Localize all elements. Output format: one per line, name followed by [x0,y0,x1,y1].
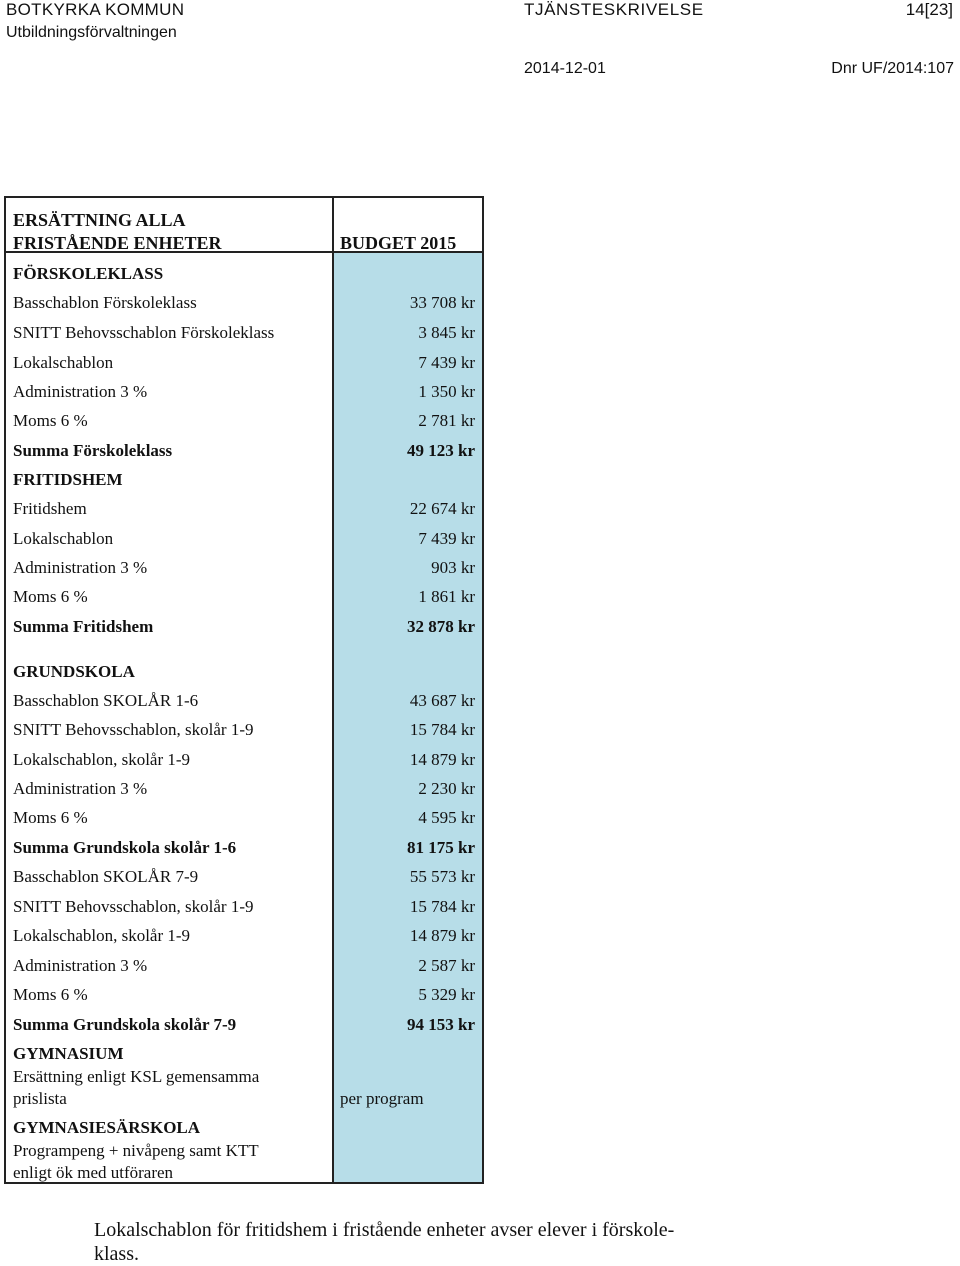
row-value: 4 595 kr [418,808,475,827]
document-type: TJÄNSTESKRIVELSE [524,0,704,19]
row-label: Administration 3 % [13,558,148,577]
sum-value: 94 153 kr [407,1015,475,1034]
footnote [94,1218,794,1266]
sum-label: Summa Grundskola skolår 7-9 [13,1015,237,1034]
row-value: 15 784 kr [409,897,475,916]
compensation-table [4,196,484,1184]
row-label: SNITT Behovsschablon, skolår 1-9 [13,897,254,916]
row-label: Basschablon SKOLÅR 7-9 [13,867,199,886]
row-label: Lokalschablon [13,529,114,548]
row-label: Fritidshem [13,499,87,518]
row-value: 3 845 kr [418,323,475,342]
footnote-line1: Lokalschablon för fritidshem i fristående enheter avser elever i förskole- [94,1219,675,1241]
document-reference: Dnr UF/2014:107 [831,60,954,77]
row-value: 1 861 kr [418,587,475,606]
footnote-line2: klass. [94,1243,139,1265]
section-heading-forskoleklass: FÖRSKOLEKLASS [13,264,164,283]
row-label: Basschablon SKOLÅR 1-6 [13,691,199,710]
sum-value: 49 123 kr [407,441,475,460]
section-heading-fritidshem: FRITIDSHEM [13,470,123,489]
row-label: Basschablon Förskoleklass [13,293,197,312]
row-label: enligt ök med utföraren [13,1163,174,1182]
row-label: SNITT Behovsschablon, skolår 1-9 [13,720,254,739]
row-label: Administration 3 % [13,382,148,401]
section-heading-gymnasiesarskola: GYMNASIESÄRSKOLA [13,1118,201,1137]
row-label: Moms 6 % [13,411,88,430]
row-value: 5 329 kr [418,985,475,1004]
column-divider [332,198,334,1182]
row-label: Lokalschablon, skolår 1-9 [13,750,191,769]
row-value: per program [340,1089,424,1108]
row-value: 2 781 kr [418,411,475,430]
row-value: 14 879 kr [409,750,475,769]
department-name: Utbildningsförvaltningen [6,24,177,41]
row-label: prislista [13,1089,67,1108]
section-heading-gymnasium: GYMNASIUM [13,1044,124,1063]
organization-name: BOTKYRKA KOMMUN [6,0,185,19]
row-value: 22 674 kr [409,499,475,518]
row-label: Moms 6 % [13,587,88,606]
table-title-line2: FRISTÅENDE ENHETER [13,233,222,253]
row-label: Programpeng + nivåpeng samt KTT [13,1141,259,1160]
row-label: Lokalschablon [13,353,114,372]
document-date: 2014-12-01 [524,60,606,77]
sum-value: 81 175 kr [407,838,475,857]
row-label: Administration 3 % [13,779,148,798]
section-heading-grundskola: GRUNDSKOLA [13,662,135,681]
page-number: 14[23] [905,0,953,19]
row-value: 1 350 kr [418,382,475,401]
row-label: Lokalschablon, skolår 1-9 [13,926,191,945]
row-value: 33 708 kr [409,293,475,312]
row-value: 7 439 kr [418,353,475,372]
row-label: Moms 6 % [13,808,88,827]
row-label: Moms 6 % [13,985,88,1004]
sum-value: 32 878 kr [407,617,475,636]
sum-label: Summa Fritidshem [13,617,154,636]
sum-label: Summa Grundskola skolår 1-6 [13,838,237,857]
row-label: Administration 3 % [13,956,148,975]
row-value: 2 230 kr [418,779,475,798]
sum-label: Summa Förskoleklass [13,441,173,460]
budget-column-header: BUDGET 2015 [340,233,457,253]
row-value: 903 kr [431,558,475,577]
row-label: Ersättning enligt KSL gemensamma [13,1067,260,1086]
row-value: 14 879 kr [409,926,475,945]
row-label: SNITT Behovsschablon Förskoleklass [13,323,275,342]
row-value: 55 573 kr [409,867,475,886]
table-title-line1: ERSÄTTNING ALLA [13,210,186,230]
row-value: 2 587 kr [418,956,475,975]
row-value: 43 687 kr [409,691,475,710]
row-value: 7 439 kr [418,529,475,548]
row-value: 15 784 kr [409,720,475,739]
